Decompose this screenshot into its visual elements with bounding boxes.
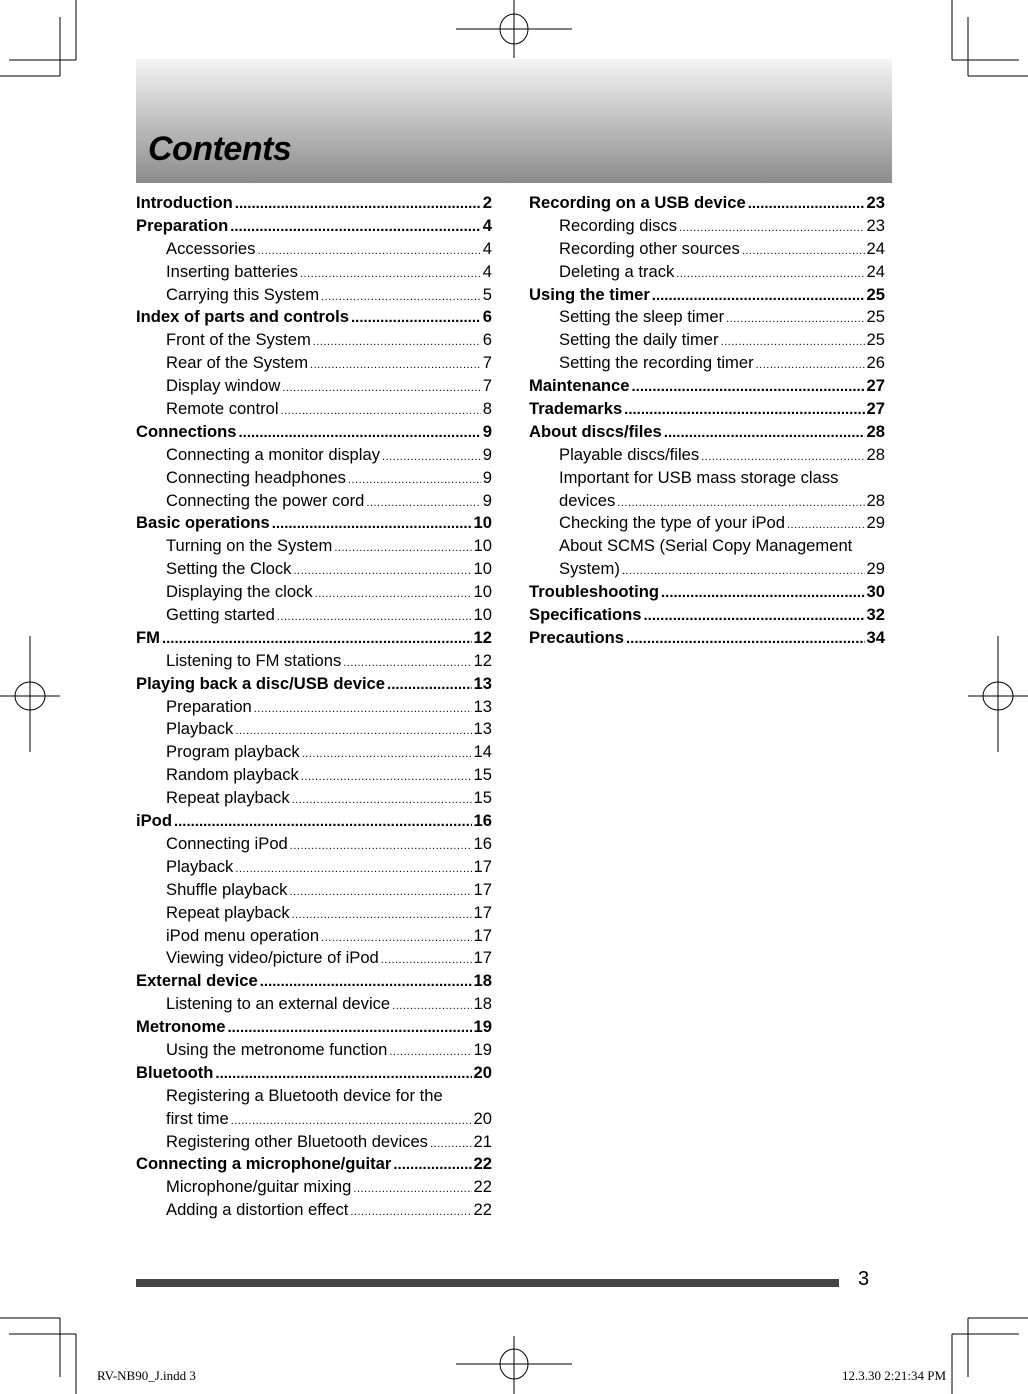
- dot-leader: [381, 949, 472, 972]
- toc-section[interactable]: [136, 810, 492, 833]
- toc-subsection[interactable]: [136, 1039, 492, 1062]
- toc-entry-title: Using the timer: [529, 284, 650, 304]
- toc-entry-title: Display window: [166, 376, 281, 396]
- dot-leader: [661, 582, 865, 605]
- dot-leader: [254, 698, 472, 721]
- dot-leader: [726, 308, 864, 331]
- toc-page-number: 10: [473, 582, 492, 602]
- toc-page-number: 10: [473, 605, 492, 625]
- dot-leader: [787, 514, 865, 537]
- toc-entry-title: iPod menu operation: [166, 925, 320, 945]
- toc-subsection[interactable]: [136, 833, 492, 856]
- toc-page-number: 20: [473, 1062, 492, 1082]
- toc-entry-title: About SCMS (Serial Copy Management: [559, 536, 853, 556]
- toc-subsection[interactable]: [136, 947, 492, 970]
- toc-subsection[interactable]: [136, 444, 492, 467]
- toc-subsection[interactable]: [529, 490, 885, 513]
- toc-subsection[interactable]: [136, 787, 492, 810]
- toc-entry-title: Using the metronome function: [166, 1039, 388, 1059]
- toc-subsection[interactable]: [136, 467, 492, 490]
- toc-entry-title: Registering other Bluetooth devices: [166, 1131, 428, 1151]
- toc-entry-title: Bluetooth: [136, 1062, 214, 1082]
- toc-entry-title: Recording other sources: [559, 238, 740, 258]
- toc-page-number: 18: [473, 971, 492, 991]
- toc-subsection[interactable]: [529, 352, 885, 375]
- toc-entry-title: Playing back a disc/USB device: [136, 673, 386, 693]
- toc-subsection[interactable]: [136, 490, 492, 513]
- dot-leader: [227, 1017, 471, 1040]
- dot-leader: [300, 263, 481, 286]
- toc-entry-title: Microphone/guitar mixing: [166, 1177, 352, 1197]
- toc-entry-title: Precautions: [529, 627, 624, 647]
- toc-entry-title: Shuffle playback: [166, 879, 288, 899]
- footer-bar: [136, 1279, 839, 1287]
- dot-leader: [310, 354, 481, 377]
- dot-leader: [321, 286, 481, 309]
- dot-leader: [624, 399, 864, 422]
- dot-leader: [679, 217, 864, 240]
- toc-subsection[interactable]: [529, 306, 885, 329]
- dot-leader: [652, 285, 865, 308]
- dot-leader: [292, 789, 472, 812]
- toc-entry-title: Inserting batteries: [166, 261, 298, 281]
- dot-leader: [260, 971, 472, 994]
- toc-section[interactable]: [529, 581, 885, 604]
- dot-leader: [282, 377, 480, 400]
- toc-entry-title: Metronome: [136, 1017, 226, 1037]
- dot-leader: [351, 307, 481, 330]
- toc-page-number: 13: [473, 719, 492, 739]
- toc-entry-title: Setting the daily timer: [559, 330, 719, 350]
- dot-leader: [393, 1154, 471, 1177]
- toc-entry-title: Front of the System: [166, 330, 311, 350]
- toc-entry-title: Listening to FM stations: [166, 650, 342, 670]
- dot-leader: [334, 537, 471, 560]
- toc-entry-title: Displaying the clock: [166, 582, 313, 602]
- toc-subsection[interactable]: [529, 444, 885, 467]
- toc-page-number: 15: [473, 788, 492, 808]
- toc-subsection[interactable]: [136, 398, 492, 421]
- dot-leader: [387, 674, 472, 697]
- toc-page-number: 9: [482, 490, 492, 510]
- dot-leader: [632, 376, 865, 399]
- toc-entry-title: Playback: [166, 856, 234, 876]
- dot-leader: [162, 628, 472, 651]
- dot-leader: [257, 240, 480, 263]
- toc-entry-title: Maintenance: [529, 376, 630, 396]
- toc-entry-title: Basic operations: [136, 513, 270, 533]
- toc-entry-title: Deleting a track: [559, 261, 675, 281]
- toc-page-number: 28: [866, 490, 885, 510]
- toc-entry-line: [529, 467, 885, 490]
- dot-leader: [392, 995, 471, 1018]
- toc-entry-title: Remote control: [166, 399, 279, 419]
- toc-page-number: 26: [866, 353, 885, 373]
- dot-leader: [382, 446, 481, 469]
- toc-page-number: 24: [866, 261, 885, 281]
- toc-section[interactable]: [529, 604, 885, 627]
- dot-leader: [350, 1201, 471, 1224]
- dot-leader: [343, 652, 471, 675]
- toc-entry-title: Preparation: [136, 215, 229, 235]
- toc-subsection[interactable]: [136, 558, 492, 581]
- toc-page-number: 28: [866, 421, 885, 441]
- toc-entry-title: Trademarks: [529, 399, 623, 419]
- toc-section[interactable]: [136, 306, 492, 329]
- toc-page-number: 22: [473, 1200, 492, 1220]
- toc-entry-title: Important for USB mass storage class: [559, 467, 839, 487]
- dot-leader: [293, 560, 471, 583]
- dot-leader: [313, 331, 481, 354]
- toc-section[interactable]: [136, 215, 492, 238]
- toc-page-number: 22: [473, 1177, 492, 1197]
- toc-subsection[interactable]: [136, 993, 492, 1016]
- dot-leader: [389, 1041, 471, 1064]
- slug-filename: RV-NB90_J.indd 3: [97, 1368, 196, 1383]
- dot-leader: [315, 583, 472, 606]
- toc-entry-title: Recording discs: [559, 215, 678, 235]
- slug-timestamp: 12.3.30 2:21:34 PM: [841, 1368, 946, 1383]
- toc-section[interactable]: [529, 398, 885, 421]
- toc-column-left: [136, 192, 492, 1222]
- dot-leader: [230, 216, 481, 239]
- toc-entry-title: Introduction: [136, 193, 233, 212]
- toc-entry-title: Program playback: [166, 742, 300, 762]
- toc-page-number: 2: [482, 193, 492, 212]
- toc-entry-title: Index of parts and controls: [136, 307, 349, 327]
- dot-leader: [302, 743, 472, 766]
- toc-entry-title: Rear of the System: [166, 353, 309, 373]
- toc-page-number: 17: [473, 879, 492, 899]
- toc-page-number: 25: [866, 284, 885, 304]
- toc-entry-title: External device: [136, 971, 258, 991]
- toc-entry-title: About discs/files: [529, 421, 662, 441]
- toc-page-number: 28: [866, 444, 885, 464]
- toc-subsection[interactable]: [136, 581, 492, 604]
- toc-page-number: 4: [482, 215, 492, 235]
- toc-entry-title: Connecting a microphone/guitar: [136, 1154, 392, 1174]
- toc-entry-title: Carrying this System: [166, 284, 320, 304]
- toc-entry-title: Preparation: [166, 696, 252, 716]
- toc-subsection[interactable]: [136, 1108, 492, 1131]
- toc-page-number: 8: [482, 399, 492, 419]
- toc-section[interactable]: [529, 284, 885, 307]
- toc-page-number: 10: [473, 513, 492, 533]
- toc-page-number: 12: [473, 650, 492, 670]
- toc-page-number: 15: [473, 765, 492, 785]
- toc-subsection[interactable]: [529, 261, 885, 284]
- toc-entry-title: Getting started: [166, 605, 275, 625]
- toc-entry-title: FM: [136, 627, 160, 647]
- toc-subsection[interactable]: [136, 1131, 492, 1154]
- toc-page-number: 7: [482, 353, 492, 373]
- toc-page-number: 25: [866, 330, 885, 350]
- toc-entry-title: Setting the sleep timer: [559, 307, 725, 327]
- toc-page-number: 32: [866, 605, 885, 625]
- dot-leader: [290, 835, 472, 858]
- dot-leader: [748, 193, 865, 216]
- toc-entry-title: Turning on the System: [166, 536, 333, 556]
- toc-entry-title: Connecting the power cord: [166, 490, 365, 510]
- toc-page-number: 16: [473, 811, 492, 831]
- dot-leader: [289, 881, 471, 904]
- toc-section[interactable]: [136, 1153, 492, 1176]
- toc-page-number: 14: [473, 742, 492, 762]
- toc-page-number: 19: [473, 1039, 492, 1059]
- toc-entry-title: Accessories: [166, 238, 256, 258]
- dot-leader: [231, 1110, 472, 1133]
- toc-subsection[interactable]: [136, 650, 492, 673]
- toc-page-number: 9: [482, 421, 492, 441]
- toc-page-number: 6: [482, 330, 492, 350]
- toc-entry-title: Registering a Bluetooth device for the: [166, 1085, 443, 1105]
- toc-subsection[interactable]: [136, 329, 492, 352]
- toc-subsection[interactable]: [136, 604, 492, 627]
- dot-leader: [353, 1178, 471, 1201]
- dot-leader: [281, 400, 481, 423]
- toc-subsection[interactable]: [136, 696, 492, 719]
- dot-leader: [292, 904, 472, 927]
- toc-section[interactable]: [136, 512, 492, 535]
- toc-entry-title: Playable discs/files: [559, 444, 700, 464]
- toc-page-number: 25: [866, 307, 885, 327]
- dot-leader: [366, 492, 480, 515]
- toc-subsection[interactable]: [529, 238, 885, 261]
- toc-subsection[interactable]: [136, 284, 492, 307]
- toc-page-number: 17: [473, 925, 492, 945]
- toc-entry-title: Setting the recording timer: [559, 353, 754, 373]
- toc-page-number: 27: [866, 376, 885, 396]
- toc-subsection[interactable]: [136, 535, 492, 558]
- toc-subsection[interactable]: [136, 718, 492, 741]
- toc-subsection[interactable]: [529, 329, 885, 352]
- toc-section[interactable]: [529, 627, 885, 650]
- toc-section[interactable]: [136, 1062, 492, 1085]
- page-title: Contents: [148, 130, 292, 168]
- toc-page-number: 17: [473, 948, 492, 968]
- toc-entry-title: Random playback: [166, 765, 299, 785]
- toc-entry-title: Repeat playback: [166, 788, 290, 808]
- toc-subsection[interactable]: [136, 764, 492, 787]
- dot-leader: [174, 811, 472, 834]
- page-number: 3: [858, 1268, 870, 1290]
- toc-section[interactable]: [136, 627, 492, 650]
- toc-entry-title: first time: [166, 1108, 229, 1128]
- dot-leader: [617, 492, 864, 515]
- toc-page-number: 29: [866, 513, 885, 533]
- toc-subsection[interactable]: [136, 261, 492, 284]
- dot-leader: [756, 354, 865, 377]
- toc-entry-title: System): [559, 559, 620, 579]
- dot-leader: [430, 1133, 472, 1156]
- dot-leader: [321, 927, 471, 950]
- toc-page-number: 23: [866, 193, 885, 212]
- toc-page-number: 4: [482, 238, 492, 258]
- toc-entry-title: Connections: [136, 421, 237, 441]
- contents-banner: [136, 59, 892, 183]
- toc-page-number: 13: [473, 673, 492, 693]
- dot-leader: [742, 240, 865, 263]
- dot-leader: [235, 858, 471, 881]
- toc-page-number: 5: [482, 284, 492, 304]
- dot-leader: [235, 193, 481, 216]
- toc-entry-line: [529, 535, 885, 558]
- toc-entry-title: Playback: [166, 719, 234, 739]
- dot-leader: [701, 446, 864, 469]
- toc-entry-title: iPod: [136, 811, 172, 831]
- toc-page-number: 7: [482, 376, 492, 396]
- toc-page-number: 10: [473, 536, 492, 556]
- dot-leader: [676, 263, 864, 286]
- dot-leader: [272, 513, 472, 536]
- toc-entry-title: Repeat playback: [166, 902, 290, 922]
- dot-leader: [664, 422, 865, 445]
- toc-subsection[interactable]: [136, 879, 492, 902]
- dot-leader: [235, 720, 471, 743]
- toc-page-number: 13: [473, 696, 492, 716]
- toc-page-number: 21: [473, 1131, 492, 1151]
- toc-subsection[interactable]: [529, 512, 885, 535]
- toc-entry-title: Connecting headphones: [166, 467, 346, 487]
- toc-subsection[interactable]: [136, 925, 492, 948]
- toc-section[interactable]: [529, 375, 885, 398]
- dot-leader: [239, 422, 481, 445]
- toc-page-number: 19: [473, 1017, 492, 1037]
- toc-page-number: 22: [473, 1154, 492, 1174]
- toc-page-number: 27: [866, 399, 885, 419]
- toc-page-number: 18: [473, 994, 492, 1014]
- toc-section[interactable]: [529, 192, 885, 215]
- toc-page-number: 4: [482, 261, 492, 281]
- toc-section[interactable]: [529, 421, 885, 444]
- toc-page-number: 10: [473, 559, 492, 579]
- toc-page-number: 12: [473, 627, 492, 647]
- dot-leader: [622, 560, 865, 583]
- toc-section[interactable]: [136, 1016, 492, 1039]
- toc-subsection[interactable]: [136, 741, 492, 764]
- toc-subsection[interactable]: [136, 352, 492, 375]
- dot-leader: [215, 1063, 471, 1086]
- dot-leader: [348, 469, 481, 492]
- toc-page-number: 20: [473, 1108, 492, 1128]
- toc-entry-title: Setting the Clock: [166, 559, 292, 579]
- toc-entry-line: [136, 1085, 492, 1108]
- dot-leader: [644, 605, 865, 628]
- toc-subsection[interactable]: [529, 215, 885, 238]
- toc-subsection[interactable]: [136, 1176, 492, 1199]
- toc-entry-title: Connecting iPod: [166, 833, 288, 853]
- toc-section[interactable]: [136, 673, 492, 696]
- toc-subsection[interactable]: [136, 902, 492, 925]
- toc-section[interactable]: [136, 421, 492, 444]
- toc-page-number: 34: [866, 627, 885, 647]
- toc-entry-title: Connecting a monitor display: [166, 444, 380, 464]
- toc-page-number: 16: [473, 833, 492, 853]
- toc-page-number: 17: [473, 856, 492, 876]
- toc-column-right: [529, 192, 885, 650]
- toc-entry-title: Troubleshooting: [529, 582, 659, 602]
- toc-page-number: 6: [482, 307, 492, 327]
- dot-leader: [721, 331, 865, 354]
- toc-page-number: 24: [866, 238, 885, 258]
- toc-page-number: 9: [482, 467, 492, 487]
- dot-leader: [301, 766, 472, 789]
- dot-leader: [626, 628, 865, 651]
- toc-subsection[interactable]: [136, 856, 492, 879]
- toc-section[interactable]: [136, 970, 492, 993]
- toc-subsection[interactable]: [136, 1199, 492, 1222]
- toc-page-number: 23: [866, 215, 885, 235]
- toc-section[interactable]: [136, 192, 492, 215]
- toc-page-number: 29: [866, 559, 885, 579]
- toc-entry-title: Viewing video/picture of iPod: [166, 948, 379, 968]
- toc-page-number: 17: [473, 902, 492, 922]
- toc-subsection[interactable]: [136, 238, 492, 261]
- toc-entry-title: Recording on a USB device: [529, 193, 746, 212]
- toc-entry-title: Specifications: [529, 605, 642, 625]
- toc-subsection[interactable]: [136, 375, 492, 398]
- toc-subsection[interactable]: [529, 558, 885, 581]
- toc-entry-title: Listening to an external device: [166, 994, 391, 1014]
- toc-page-number: 9: [482, 444, 492, 464]
- toc-entry-title: Checking the type of your iPod: [559, 513, 785, 533]
- dot-leader: [277, 606, 472, 629]
- toc-entry-title: Adding a distortion effect: [166, 1200, 349, 1220]
- toc-page-number: 30: [866, 582, 885, 602]
- toc-entry-title: devices: [559, 490, 616, 510]
